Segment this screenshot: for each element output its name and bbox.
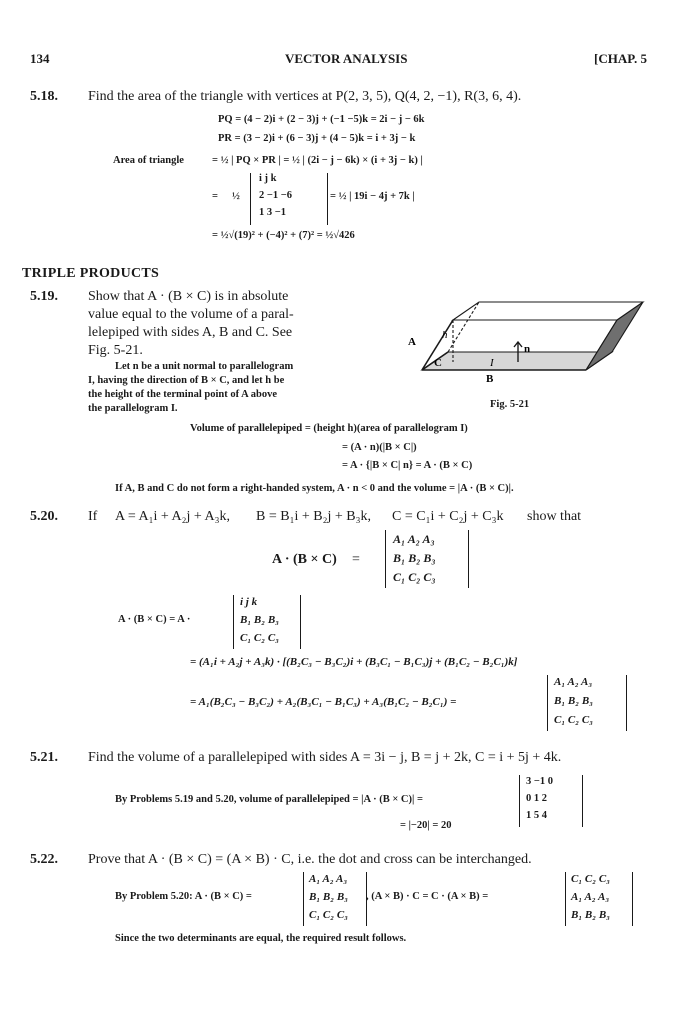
area-final: = ½√(19)² + (−4)² + (7)² = ½√426 (212, 230, 355, 241)
pq-equation: PQ = (4 − 2)i + (2 − 3)j + (−1 −5)k = 2i − j − 6k (218, 114, 425, 125)
det-row: A₁ A₂ A₃ (554, 676, 593, 688)
top-face (453, 302, 643, 320)
det-row: C₁ C₂ C₃ (571, 873, 611, 885)
det-row: B₁ B₂ B₃ (309, 891, 349, 903)
determinant-abc (385, 530, 469, 588)
right-hand-note: If A, B and C do not form a right-handed system, A · n < 0 and the volume = |A · (B × C)|. (115, 483, 514, 494)
proof-line: the parallelogram I. (88, 403, 178, 414)
det-row: A₁ A₂ A₃ (393, 532, 435, 546)
proof-line: Let n be a unit normal to parallelogram (115, 361, 294, 372)
fig-label-c: C (434, 357, 442, 369)
det-row: C₁ C₂ C₃ (309, 909, 349, 921)
problem-519-line: Fig. 5-21. (88, 343, 143, 358)
det-row: C₁ C₂ C₃ (240, 632, 280, 644)
determinant-left (303, 872, 367, 926)
det-row: B₁ B₂ B₃ (240, 614, 280, 626)
parallelepiped-figure (400, 300, 650, 400)
if-word: If (88, 509, 98, 524)
volume-eq-1: Volume of parallelepiped = (height h)(area of parallelogram I) (190, 423, 468, 434)
problem-521-statement: Find the volume of a parallelepiped with sides A = 3i − j, B = j + 2k, C = i + 5j + 4k. (88, 750, 562, 765)
cross-product-determinant (250, 173, 328, 225)
fig-label-h: h (442, 329, 448, 341)
determinant-result (547, 675, 627, 731)
fig-label-n: n (524, 343, 531, 355)
proof-line: I, having the direction of B × C, and let h be (88, 375, 285, 386)
running-title: VECTOR ANALYSIS (285, 51, 408, 66)
base-parallelogram (422, 352, 612, 370)
section-title: TRIPLE PRODUCTS (22, 266, 160, 281)
problem-number-518: 5.18. (30, 89, 58, 104)
det-row: B₁ B₂ B₃ (393, 551, 436, 565)
det-row: 2 −1 −6 (259, 190, 292, 201)
det-result: = ½ | 19i − 4j + 7k | (330, 191, 415, 202)
det-row: C₁ C₂ C₃ (393, 570, 436, 584)
fig-label-i: I (490, 357, 494, 369)
determinant-ijk (233, 595, 301, 649)
page-number: 134 (30, 51, 50, 66)
det-row: i j k (259, 173, 277, 184)
fig-label-b: B (486, 373, 494, 385)
proof-line: the height of the terminal point of A above (88, 389, 277, 400)
det-row: 1 3 −1 (259, 207, 286, 218)
area-equation-1: = ½ | PQ × PR | = ½ | (2i − j − 6k) × (i + 3j − k) | (212, 155, 423, 166)
a-definition: A = A₁i + A₂j + A₃k, (115, 509, 230, 524)
volume-eq-2: = (A · n)(|B × C|) (342, 442, 417, 453)
half-factor: ½ (232, 191, 240, 202)
det-row: C₁ C₂ C₃ (554, 714, 594, 726)
triple-product-lhs: A · (B × C) (272, 552, 337, 567)
det-row: 1 5 4 (526, 810, 547, 821)
interchange-middle: , (A × B) · C = C · (A × B) = (366, 891, 489, 902)
b-definition: B = B₁i + B₂j + B₃k, (256, 509, 371, 524)
problem-number-521: 5.21. (30, 750, 58, 765)
area-label: Area of triangle (113, 155, 184, 166)
expansion-line-2: = A₁(B₂C₃ − B₃C₂) + A₂(B₃C₁ − B₁C₃) + A₃(B₁C₂ − B₂C₁) = (190, 696, 457, 708)
chapter-label: [CHAP. 5 (594, 51, 647, 66)
problem-number-522: 5.22. (30, 852, 58, 867)
problem-518-statement: Find the area of the triangle with vertices at P(2, 3, 5), Q(4, 2, −1), R(3, 6, 4). (88, 89, 522, 104)
det-row: i j k (240, 596, 258, 608)
det-row: A₁ A₂ A₃ (309, 873, 348, 885)
c-definition: C = C₁i + C₂j + C₃k (392, 509, 504, 524)
problem-number-519: 5.19. (30, 289, 58, 304)
expansion-line: = (A₁i + A₂j + A₃k) · [(B₂C₃ − B₃C₂)i + (B₃C₁ − B₁C₃)j + (B₁C₂ − B₂C₁)k] (190, 656, 518, 668)
show-that: show that (527, 509, 582, 524)
problem-519-line: Show that A · (B × C) is in absolute (88, 289, 289, 304)
det-row: A₁ A₂ A₃ (571, 891, 610, 903)
volume-eq-3: = A · {|B × C| n} = A · (B × C) (342, 460, 473, 471)
pr-equation: PR = (3 − 2)i + (6 − 3)j + (4 − 5)k = i + 3j − k (218, 133, 416, 144)
by-problem-520: By Problem 5.20: A · (B × C) = (115, 891, 252, 902)
problem-519-line: value equal to the volume of a paral- (88, 307, 294, 322)
expansion-lhs: A · (B × C) = A · (118, 614, 191, 625)
conclusion: Since the two determinants are equal, the required result follows. (115, 933, 407, 944)
equals-sign: = (352, 552, 360, 567)
problem-519-line: lelepiped with sides A, B and C. See (88, 325, 293, 340)
volume-by-problems: By Problems 5.19 and 5.20, volume of parallelepiped = |A · (B × C)| = (115, 794, 423, 805)
det-row: B₁ B₂ B₃ (554, 695, 594, 707)
det-row: B₁ B₂ B₃ (571, 909, 611, 921)
volume-result: = |−20| = 20 (400, 820, 452, 831)
det-row: 0 1 2 (526, 793, 547, 804)
problem-number-520: 5.20. (30, 509, 58, 524)
numeric-determinant (519, 775, 583, 827)
equals-sign: = (212, 191, 218, 202)
figure-caption: Fig. 5-21 (490, 399, 530, 410)
problem-522-statement: Prove that A · (B × C) = (A × B) · C, i.e. the dot and cross can be interchanged. (88, 852, 532, 867)
determinant-right (565, 872, 633, 926)
fig-label-a: A (408, 336, 416, 348)
det-row: 3 −1 0 (526, 776, 553, 787)
